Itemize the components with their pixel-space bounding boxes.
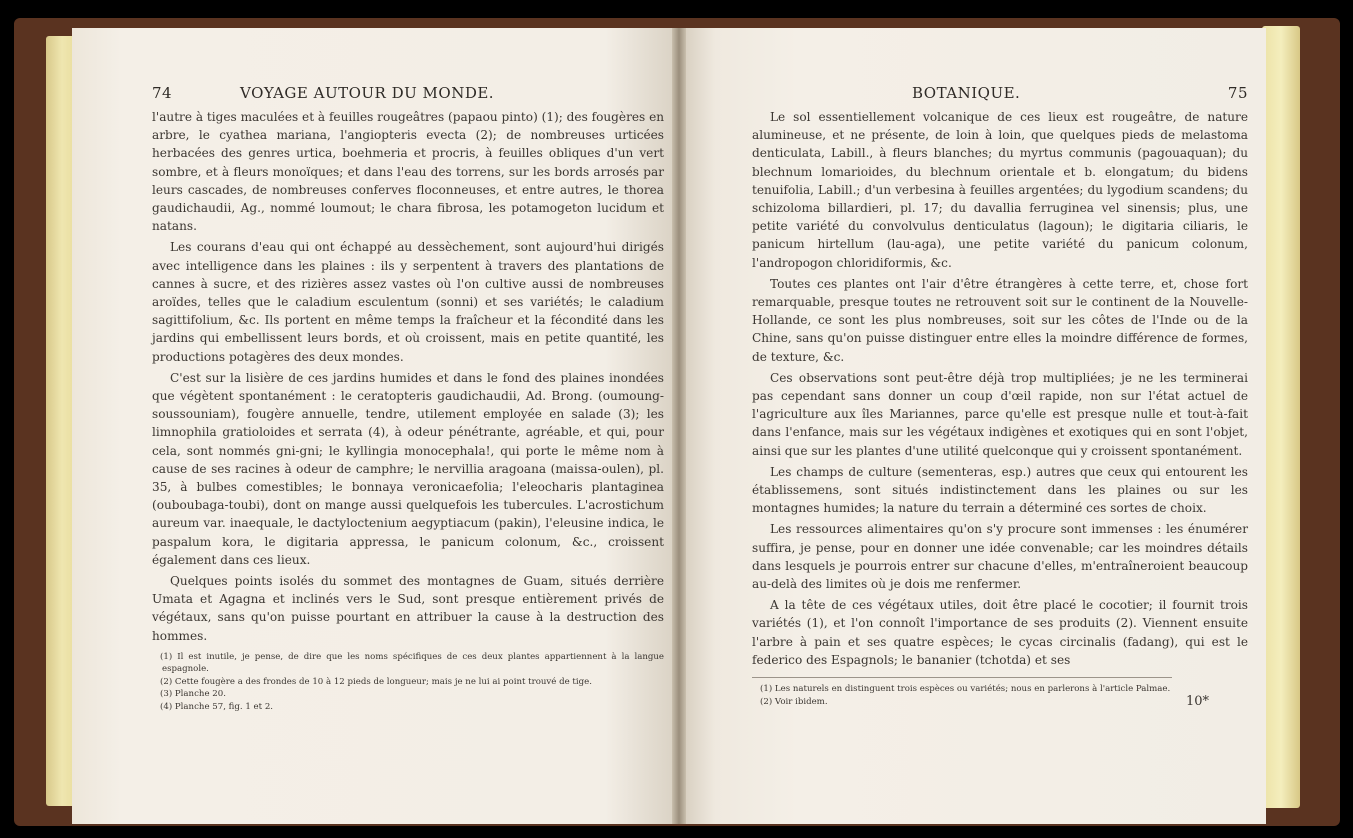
footnote: (1) Les naturels en distinguent trois espèces ou variétés; nous en parlerons à l'article Palmae. — [760, 684, 1171, 695]
paragraph: Les ressources alimentaires qu'on s'y procure sont immenses : les énumérer suffira, je pense, pour en donner une idée convenable; car les moindres détails dans lesquels je pourrois entrer sur chacune d'elles, m'entraîneroient beaucoup au-delà des limites où je dois me renfermer. — [752, 522, 1248, 592]
paragraph: Quelques points isolés du sommet des montagnes de Guam, situés derrière Umata et Agagna et inclinés vers le Sud, sont presque entièrement privés de végétaux, sans qu'on puisse pourtant en attribuer la cause à la destruction des hommes. — [152, 574, 664, 643]
right-page-body — [752, 108, 1248, 669]
footnote: (2) Voir ibidem. — [760, 696, 828, 707]
left-running-head: VOYAGE AUTOUR DU MONDE. — [240, 84, 495, 102]
paragraph: Toutes ces plantes ont l'air d'être étrangères à cette terre, et, chose fort remarquable, presque toutes ne retrouvent soit sur le continent de la Nouvelle-Hollande, ce sont les plus nombreuses, soit sur les côtes de l'Inde ou de la Chine, sans qu'on puisse distinguer entre elles la moindre différence de formes, de texture, &c. — [752, 276, 1248, 364]
paragraph: Les champs de culture (sementeras, esp.) autres que ceux qui entourent les établissemens, sont situés indistinctement dans les plaines ou sur les montagnes humides; la nature du terrain a déterminé ces sortes de choix. — [752, 464, 1248, 516]
left-footnotes — [152, 651, 664, 713]
paragraph: Le sol essentiellement volcanique de ces lieux est rougeâtre, de nature alumineuse, et ne présente, de loin à loin, que quelques pieds de melastoma denticulata, Labill., à fleurs blanches; du myrtus communis (pagouaquan); du blechnum lomarioides, du blechnum orientale et b. elongatum; du bidens tenuifolia, Labill.; d'un verbesina à feuilles argentées; du lygodium scandens; du schizoloma billardieri, pl. 17; du davallia ferruginea vel sinensis; plus, une petite variété du convolvulus denticulatus (lagoun); le digitaria ciliaris, le panicum hirtellum (lau-aga), une petite variété du panicum colonum, l'andropogon chloridiformis, &c. — [752, 110, 1248, 270]
right-page-edges — [1262, 26, 1300, 808]
paragraph: C'est sur la lisière de ces jardins humides et dans le fond des plaines inondées que végètent spontanément : le ceratopteris gaudichaudii, Ad. Brong. (oumoung-soussouniam), fougère annuelle, tendre, utilement employée en salade (3); les limnophila gratioloides et serrata (4), à odeur pénétrante, agréable, et qui, pour cela, sont nommés gni-gni; le kyllingia monocephala!, qui porte le même nom à cause de ses racines à odeur de camphre; le nervillia aragoana (maissa-oulen), pl. 35, à bulbes comestibles; le bonnaya veronicaefolia; l'eleocharis plantaginea (ouboubaga-toubi), dont on mange aussi quelquefois les tubercules. L'acrostichum aureum var. inaequale, le dactyloctenium aegyptiacum (pakin), l'eleusine indica, le paspalum kora, le digitaria appressa, le panicum colonum, &c., croissent également dans ces lieux. — [152, 370, 664, 567]
right-running-head: BOTANIQUE. — [912, 84, 1021, 102]
footnote: (1) Il est inutile, je pense, de dire que les noms spécifiques de ces deux plantes appartiennent à la langue espagnole. — [160, 651, 664, 675]
footnote-rule — [752, 677, 1172, 678]
signature-mark: 10* — [1186, 694, 1210, 709]
paragraph: Ces observations sont peut-être déjà trop multipliées; je ne les terminerai pas cependant sans donner un coup d'œil rapide, non sur l'état actuel de l'agriculture aux îles Mariannes, parce qu'elle est presque nulle et tout-à-fait dans l'enfance, mais sur les végétaux indigènes et exotiques qui en sont l'objet, ainsi que sur les plantes d'une utilité quelconque qui y croissent spontanément. — [752, 370, 1248, 458]
footnote: (2) Cette fougère a des frondes de 10 à 12 pieds de longueur; mais je ne lui ai point trouvé de tige. — [160, 676, 592, 687]
paragraph: l'autre à tiges maculées et à feuilles rougeâtres (papaou pinto) (1); des fougères en arbre, le cyathea mariana, l'angiopteris evecta (2); de nombreuses urticées herbacées des genres urtica, boehmeria et procris, à feuilles obliques d'un vert sombre, et à fleurs monoïques; et dans l'eau des torrens, sur les bords arrosés par leurs cascades, de nombreuses conferves floconneuses, et entre autres, le thorea gaudichaudii, Ag., nommé loumout; le chara fibrosa, les potamogeton lucidum et natans. — [152, 110, 665, 234]
left-page-body — [152, 108, 664, 645]
book-gutter — [672, 28, 686, 824]
left-page-number: 74 — [152, 84, 173, 102]
footnote: (3) Planche 20. — [160, 689, 226, 700]
right-footnotes — [752, 683, 1248, 708]
paragraph: Les courans d'eau qui ont échappé au dessèchement, sont aujourd'hui dirigés avec intelligence dans les plaines : ils y serpentent à travers des plantations de cannes à sucre, et des rizières assez vastes où l'on cultive aussi de nombreuses aroïdes, telles que le caladium esculentum (sonni) et ses variétés; le caladium sagittifolium, &c. Ils portent en même temps la fraîcheur et la fécondité dans les jardins qui embellissent leurs bords, et où croissent, mais en petite quantité, les productions potagères des deux mondes. — [152, 240, 664, 364]
left-page-column — [152, 84, 664, 713]
left-page-header — [152, 84, 664, 108]
footnote: (4) Planche 57, fig. 1 et 2. — [160, 701, 274, 712]
right-page-header — [752, 84, 1248, 108]
right-page-column — [752, 84, 1248, 708]
paragraph: A la tête de ces végétaux utiles, doit être placé le cocotier; il fournit trois variétés (1), et l'on connoît l'importance de ses produits (2). Viennent ensuite l'arbre à pain et ses quatre espèces; le cycas circinalis (fadang), qui est le federico des Espagnols; le bananier (tchotda) et ses — [752, 598, 1248, 667]
right-page-number: 75 — [1227, 84, 1248, 102]
